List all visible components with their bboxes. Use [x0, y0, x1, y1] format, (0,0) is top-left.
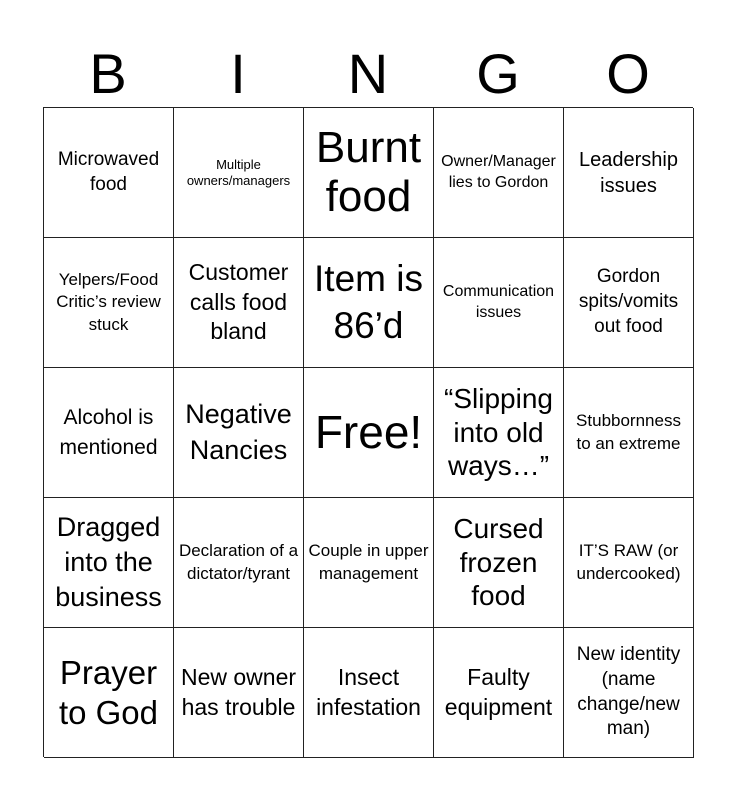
bingo-cell[interactable]: Burnt food	[304, 108, 434, 238]
bingo-header	[43, 40, 693, 108]
bingo-cell[interactable]: Microwaved food	[44, 108, 174, 238]
bingo-cell[interactable]: Communication issues	[434, 238, 564, 368]
bingo-cell[interactable]: Dragged into the business	[44, 498, 174, 628]
bingo-cell[interactable]: Stubbornness to an extreme	[564, 368, 694, 498]
bingo-cell[interactable]: Insect infestation	[304, 628, 434, 758]
bingo-cell[interactable]: Declaration of a dictator/tyrant	[174, 498, 304, 628]
bingo-cell[interactable]: Negative Nancies	[174, 368, 304, 498]
header-letter-i: I	[230, 42, 246, 105]
header-letter-g: G	[476, 42, 520, 105]
bingo-cell[interactable]: Multiple owners/managers	[174, 108, 304, 238]
bingo-cell[interactable]: IT’S RAW (or undercooked)	[564, 498, 694, 628]
bingo-cell[interactable]: Gordon spits/vomits out food	[564, 238, 694, 368]
free-space[interactable]: Free!	[304, 368, 434, 498]
bingo-cell[interactable]: Cursed frozen food	[434, 498, 564, 628]
header-letter-n: N	[347, 42, 389, 105]
bingo-cell[interactable]: Prayer to God	[44, 628, 174, 758]
bingo-cell[interactable]: Item is 86’d	[304, 238, 434, 368]
bingo-cell[interactable]: Owner/Manager lies to Gordon	[434, 108, 564, 238]
bingo-cell[interactable]: Faulty equipment	[434, 628, 564, 758]
bingo-cell[interactable]: Couple in upper management	[304, 498, 434, 628]
header-letter-b: B	[89, 42, 127, 105]
bingo-cell[interactable]: “Slipping into old ways…”	[434, 368, 564, 498]
bingo-cell[interactable]: Yelpers/Food Critic’s review stuck	[44, 238, 174, 368]
bingo-cell[interactable]: New owner has trouble	[174, 628, 304, 758]
bingo-cell[interactable]: New identity (name change/new man)	[564, 628, 694, 758]
bingo-cell[interactable]: Leadership issues	[564, 108, 694, 238]
bingo-cell[interactable]: Alcohol is mentioned	[44, 368, 174, 498]
bingo-cell[interactable]: Customer calls food bland	[174, 238, 304, 368]
header-letter-o: O	[606, 42, 650, 105]
bingo-board	[43, 107, 693, 757]
